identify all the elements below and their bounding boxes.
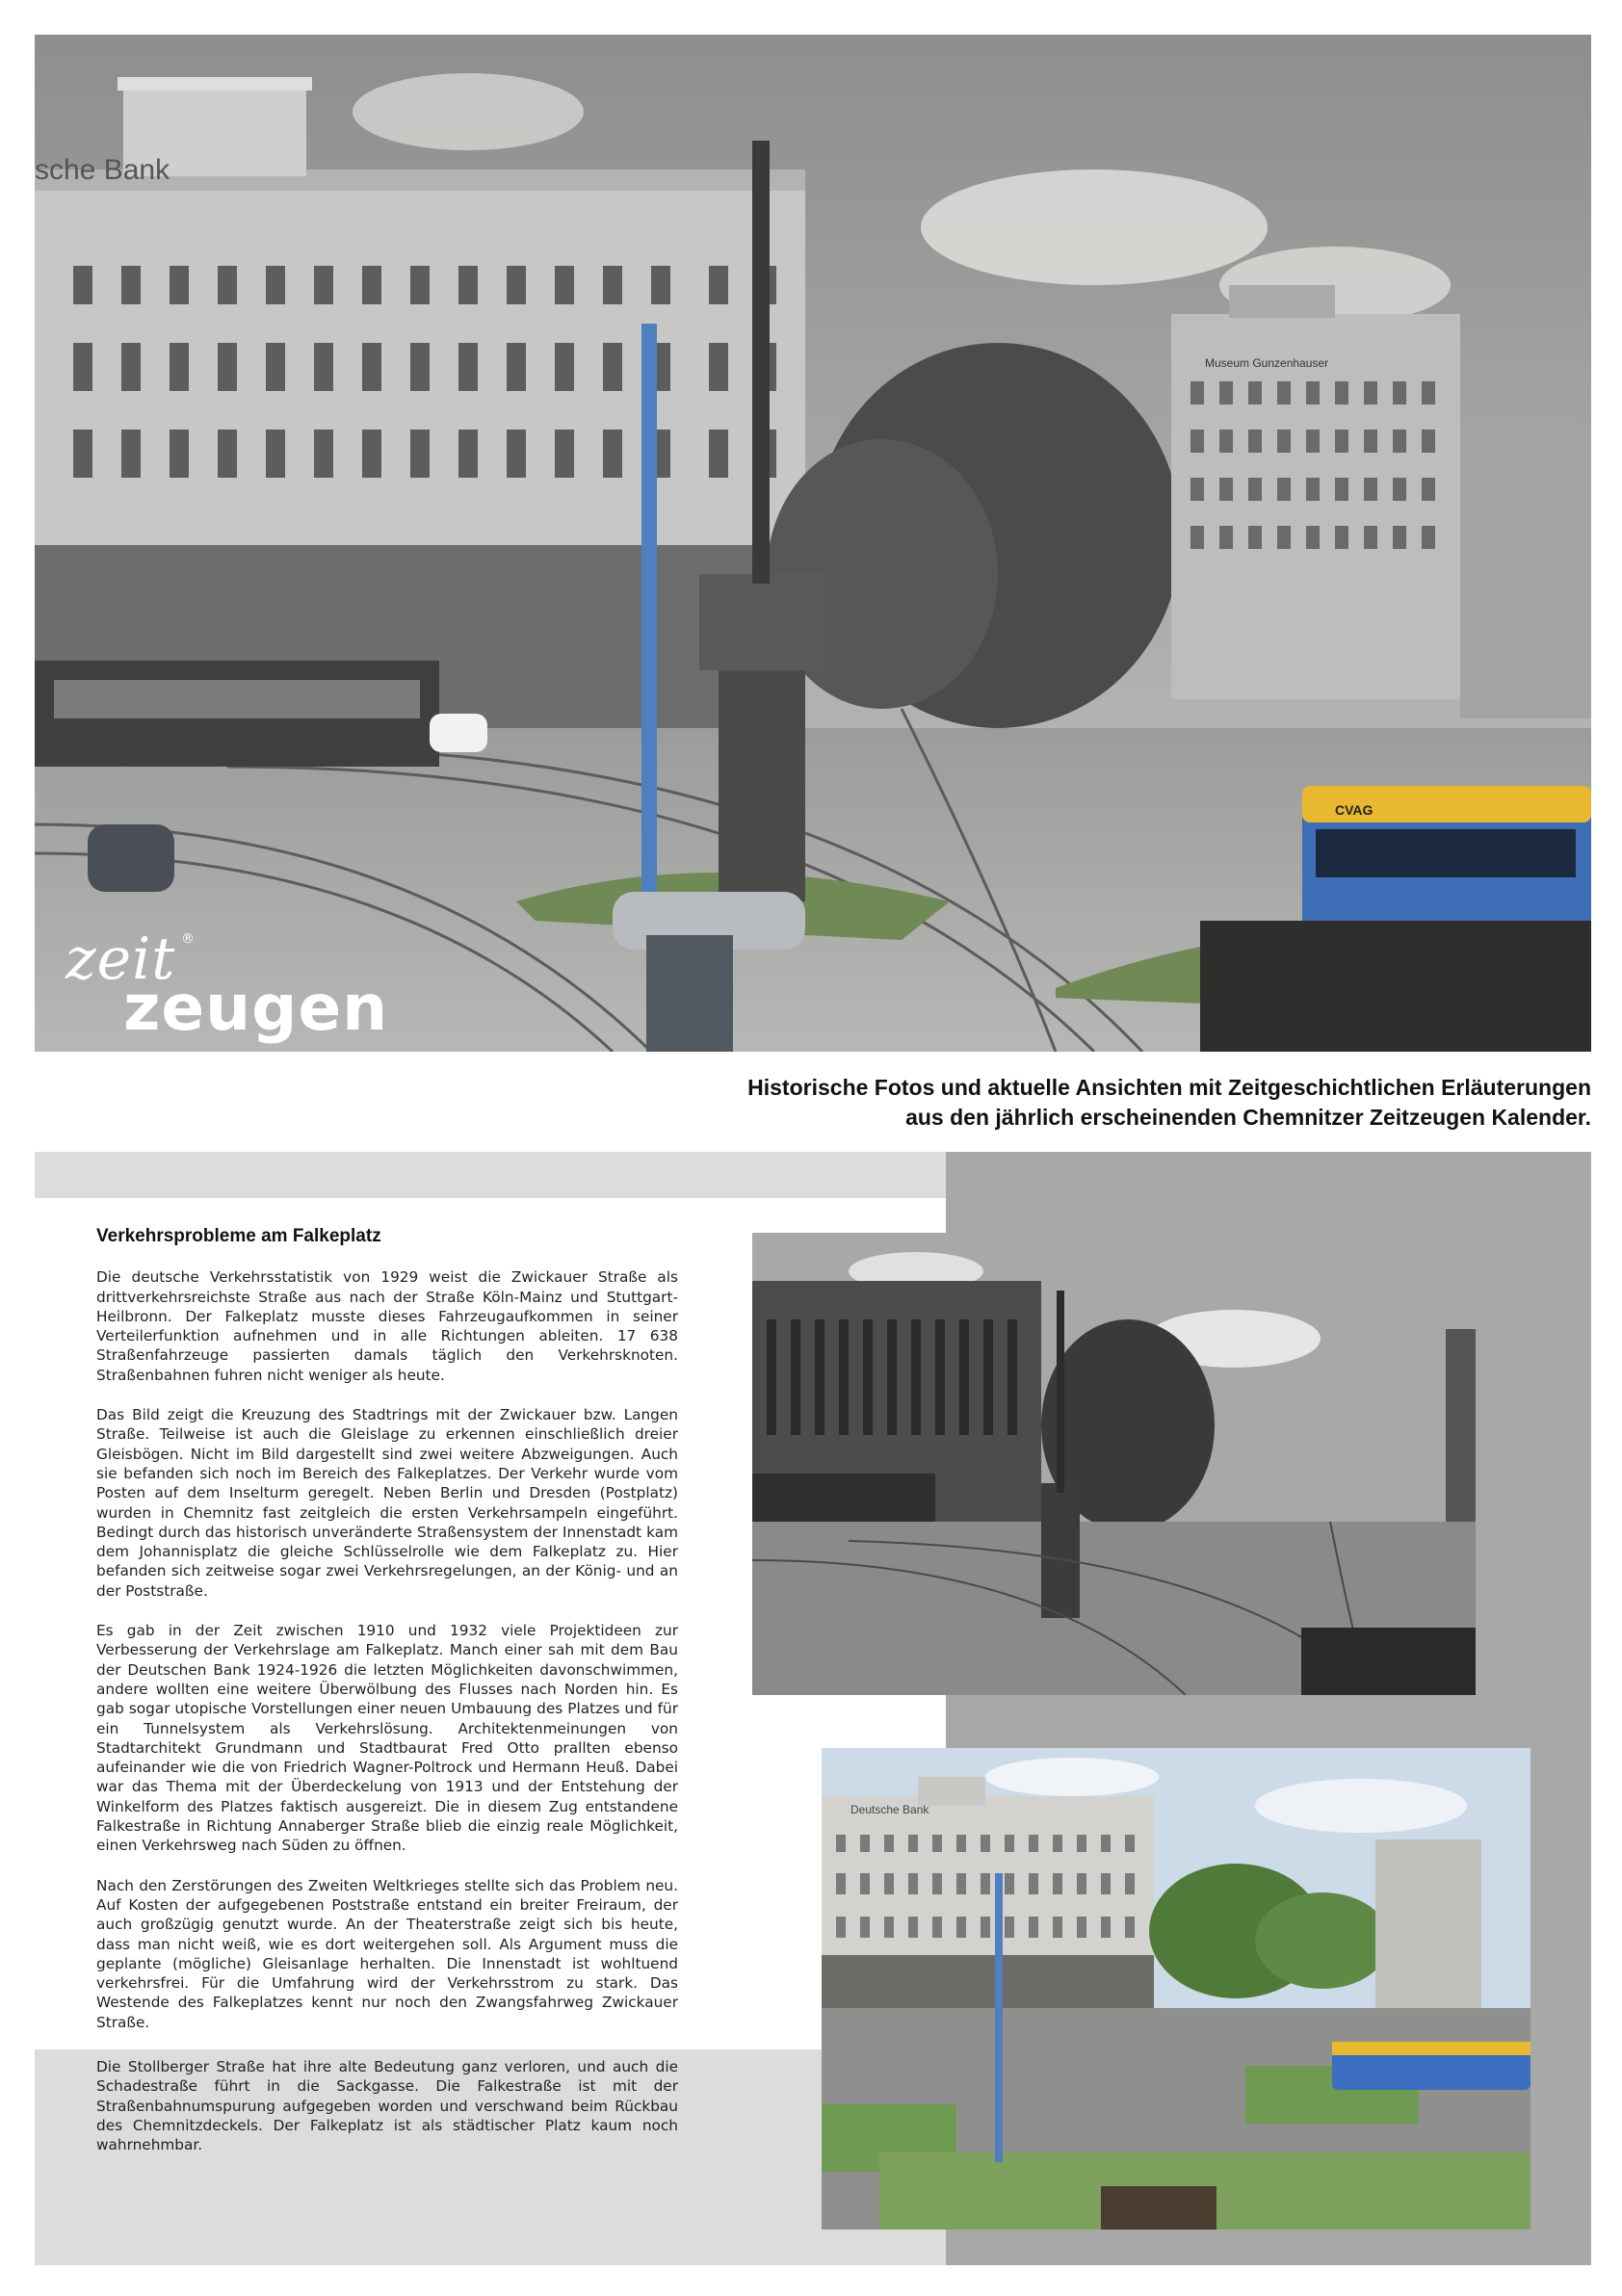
hero-illustration — [35, 35, 1591, 1052]
article-paragraph-2: Das Bild zeigt die Kreuzung des Stadtrings mit der Zwickauer bzw. Langen Straße. Teilweise ist auch die Gleislage zu erkennen einschließlich dreier Gleisbögen. Nicht im Bild dargestellt sind zwei weitere Abzweigungen. Auch sie befanden sich noch im Bereich des Falkeplatzes. Der Verkehr wurde vom Posten auf dem Inselturm geregelt. Neben Berlin und Dresden (Postplatz) wurden in Chemnitz fast zeitgleich die ersten Verkehrsampeln eingeführt. Bedingt durch das historisch unveränderte Straßensystem der Innenstadt kam dem Johannisplatz die gleiche Schlüsselrolle wie dem Falkeplatz zu. Hier befanden sich zeitweise sogar zwei Verkehrsregelungen, an der König- und an der Poststraße. — [96, 1406, 678, 1600]
tagline — [435, 1073, 1591, 1133]
modern-photo-bank-sign: Deutsche Bank — [850, 1803, 929, 1816]
logo-registered-mark: ® — [181, 931, 195, 947]
article-paragraph-3: Es gab in der Zeit zwischen 1910 und 1932 viele Projektideen zur Verbesserung der Verkehrslage am Falkeplatz. Manch einer sah mit dem Bau der Deutschen Bank 1924-1926 die letzten Möglichkeiten davonschwimmen, andere wollten eine weitere Überwölbung des Flusses nach Norden hin. Es gab sogar utopische Vorstellungen einer neuen Umbauung des Platzes und für ein Tunnelsystem als Verkehrslösung. Architektenmeinungen von Stadtarchitekt Grundmann und Stadtbaurat Fred Otto prallten ebenso aufeinander wie die von Friedrich Wagner-Poltrock und Hermann Heuß. Dabei war das Thema mit der Überdeckelung von 1913 und der Entstehung der Winkelform des Platzes faktisch ausgereizt. Die in diesem Zug entstandene Falkestraße in Richtung Annaberger Straße blieb die einzig reale Möglichkeit, einen Verkehrsweg nach Süden zu öffnen. — [96, 1622, 678, 1855]
hero-bus-sign: CVAG — [1335, 802, 1373, 818]
modern-photo-illustration — [822, 1748, 1530, 2230]
historic-photo-illustration — [752, 1233, 1476, 1695]
article — [96, 1226, 678, 2154]
logo-zeit: zeit — [65, 926, 176, 993]
tagline-line-2: aus den jährlich erscheinenden Chemnitzer Zeitzeugen Kalender. — [905, 1105, 1591, 1130]
article-paragraph-1: Die deutsche Verkehrsstatistik von 1929 weist die Zwickauer Straße als drittverkehrsreichste Straße aus nach der Straße Köln-Mainz und Stuttgart-Heilbronn. Der Falkeplatz musste dieses Fahrzeugaufkommen in seiner Verteilerfunktion aufnehmen und in alle Richtungen ableiten. 17 638 Straßenfahrzeuge passierten damals täglich den Verkehrsknoten. Straßenbahnen fuhren nicht weniger als heute. — [96, 1268, 678, 1384]
article-title: Verkehrsprobleme am Falkeplatz — [96, 1226, 381, 1246]
historic-photo — [752, 1233, 1476, 1695]
zeitzeugen-logo — [65, 926, 389, 1045]
hero-museum-sign: Museum Gunzenhauser — [1205, 356, 1329, 370]
hero-composite-photo — [35, 35, 1591, 1052]
logo-zeugen: zeugen — [123, 971, 389, 1045]
modern-photo — [822, 1748, 1530, 2230]
article-paragraph-4: Nach den Zerstörungen des Zweiten Weltkrieges stellte sich das Problem neu. Auf Kosten der aufgegebenen Poststraße entstand ein breiter Freiraum, der auch großzügig genutzt wurde. An der Theaterstraße zeigt sich bis heute, dass man nicht weiß, wie es dort weitergehen soll. Als Argument muss die geplante (mögliche) Gleisanlage herhalten. Die Innenstadt ist wohltuend verkehrsfrei. Für die Umfahrung wird der Verkehrsstrom zu stark. Das Westende des Falkeplatzes kennt nur noch den Zwangsfahrweg Zwickauer Straße. — [96, 1876, 678, 2031]
article-paragraph-5: Die Stollberger Straße hat ihre alte Bedeutung ganz verloren, und auch die Schadestraße führt in die Sackgasse. Die Falkestraße ist mit der Straßenbahnumspurung aufgegeben worden und verschwand beim Rückbau des Chemnitzdeckels. Der Falkeplatz ist als städtischer Platz kaum noch wahrnehmbar. — [96, 2058, 678, 2154]
tagline-line-1: Historische Fotos und aktuelle Ansichten mit Zeitgeschichtlichen Erläuterungen — [747, 1075, 1591, 1100]
hero-bank-sign: sche Bank — [35, 154, 170, 186]
